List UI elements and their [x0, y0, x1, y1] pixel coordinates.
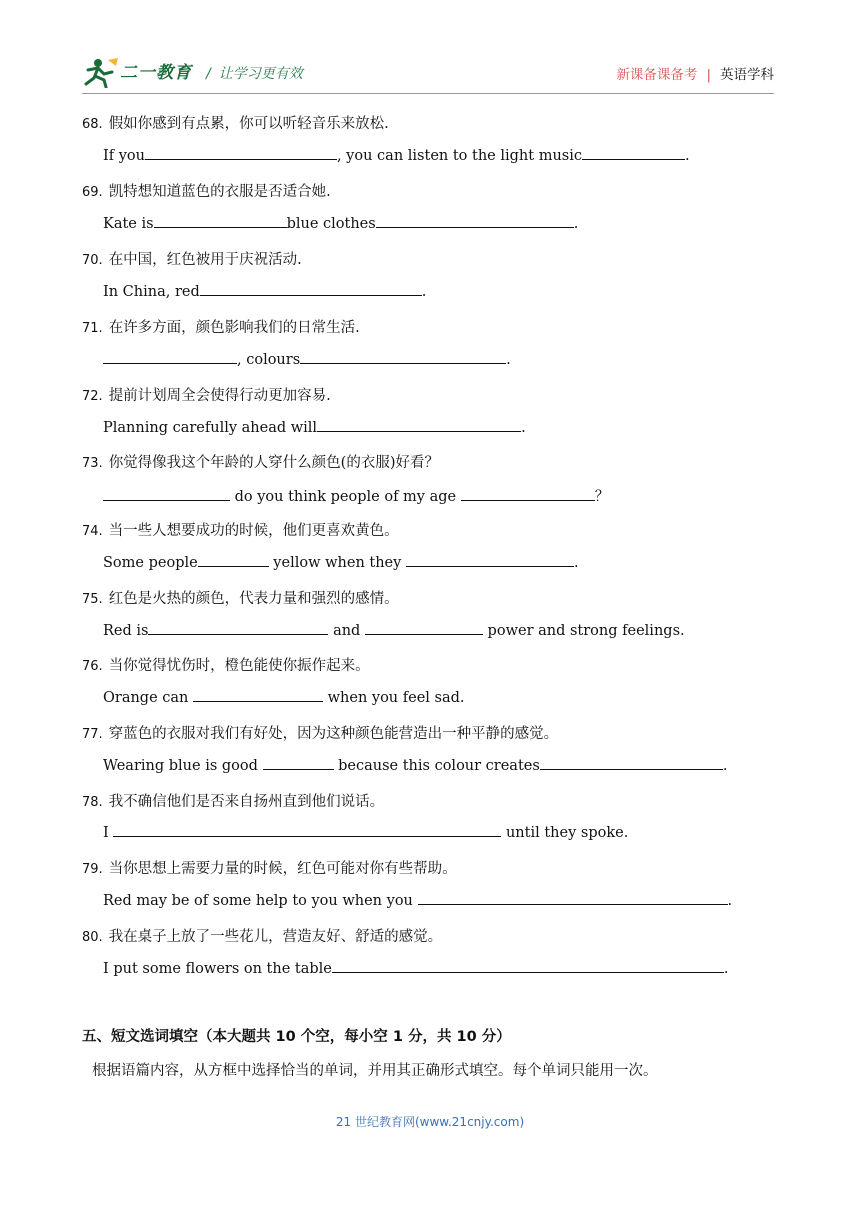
answer-blank[interactable]	[148, 621, 328, 635]
answer-text: yellow when they	[268, 555, 406, 571]
question-68	[82, 112, 389, 133]
answer-blank[interactable]	[103, 350, 237, 364]
answer-text: I	[103, 825, 114, 841]
answer-blank[interactable]	[103, 487, 230, 501]
answer-text: , colours	[237, 352, 301, 368]
question-number: 72.	[82, 389, 103, 404]
question-text: 在中国，红色被用于庆祝活动.	[108, 252, 302, 268]
answer-text: .	[573, 216, 579, 232]
question-73	[82, 451, 439, 472]
page-header	[82, 52, 774, 90]
question-text: 穿蓝色的衣服对我们有好处，因为这种颜色能营造出一种平静的感觉。	[108, 726, 559, 742]
answer-blank[interactable]	[263, 756, 334, 770]
question-74	[82, 519, 399, 540]
question-number: 69.	[82, 185, 103, 200]
answer-text: ？	[594, 489, 610, 505]
answer-line-77	[103, 756, 727, 774]
question-text: 在许多方面，颜色影响我们的日常生活.	[108, 320, 360, 336]
answer-line-76	[103, 688, 465, 706]
question-text: 红色是火热的颜色，代表力量和强烈的感情。	[108, 591, 399, 607]
question-text: 当你觉得忧伤时，橙色能使你振作起来。	[108, 658, 370, 674]
answer-text: .	[727, 893, 733, 909]
answer-text: Some people	[103, 555, 198, 571]
question-text: 假如你感到有点累，你可以听轻音乐来放松.	[108, 116, 389, 132]
answer-text: .	[506, 352, 511, 368]
answer-blank[interactable]	[540, 756, 723, 770]
answer-line-80	[103, 959, 729, 977]
question-text: 我不确信他们是否来自扬州直到他们说话。	[108, 794, 385, 810]
question-76	[82, 654, 370, 675]
question-79	[82, 857, 457, 878]
question-75	[82, 587, 399, 608]
answer-line-72	[103, 418, 526, 436]
answer-blank[interactable]	[154, 214, 287, 228]
answer-text: .	[723, 961, 729, 977]
answer-blank[interactable]	[461, 487, 595, 501]
answer-text: until they spoke.	[501, 825, 629, 841]
answer-text: Planning carefully ahead will	[103, 420, 318, 436]
answer-line-71	[103, 350, 511, 368]
question-text: 当你思想上需要力量的时候，红色可能对你有些帮助。	[108, 861, 457, 877]
answer-blank[interactable]	[418, 891, 728, 905]
answer-line-74	[103, 553, 579, 571]
answer-text: .	[722, 758, 728, 774]
answer-line-75	[103, 621, 685, 639]
question-69	[82, 180, 331, 201]
question-text: 凯特想知道蓝色的衣服是否适合她.	[108, 184, 331, 200]
answer-line-73	[103, 485, 609, 506]
answer-line-68	[103, 146, 690, 164]
question-text: 当一些人想要成功的时候，他们更喜欢黄色。	[108, 523, 399, 539]
section-title: 五、短文选词填空（本大题共 10 个空，每小空 1 分，共 10 分）	[82, 1029, 511, 1045]
header-divider	[82, 93, 774, 94]
answer-text: , you can listen to the light music	[336, 148, 582, 164]
question-78	[82, 790, 384, 811]
answer-text: If you	[103, 148, 145, 164]
answer-blank[interactable]	[113, 823, 501, 837]
question-number: 70.	[82, 253, 103, 268]
question-text: 我在桌子上放了一些花儿，营造友好、舒适的感觉。	[108, 929, 443, 945]
answer-text: when you feel sad.	[323, 690, 465, 706]
answer-line-69	[103, 214, 578, 232]
answer-text: .	[684, 148, 690, 164]
question-number: 79.	[82, 862, 103, 877]
answer-text: .	[521, 420, 526, 436]
answer-blank[interactable]	[300, 350, 506, 364]
header-subject: 英语学科	[720, 67, 774, 83]
answer-blank[interactable]	[145, 146, 337, 160]
answer-text: .	[573, 555, 579, 571]
answer-blank[interactable]	[193, 688, 323, 702]
answer-line-78	[103, 823, 628, 841]
section-description: 根据语篇内容，从方框中选择恰当的单词，并用其正确形式填空。每个单词只能用一次。	[92, 1063, 658, 1079]
answer-text: Red may be of some help to you when you	[103, 893, 418, 909]
answer-text: Red is	[103, 623, 149, 639]
question-number: 68.	[82, 117, 103, 132]
answer-text: Wearing blue is good	[103, 758, 263, 774]
question-70	[82, 248, 302, 269]
answer-text: blue clothes	[286, 216, 376, 232]
answer-blank[interactable]	[198, 553, 269, 567]
question-number: 71.	[82, 321, 103, 336]
question-72	[82, 384, 331, 405]
question-number: 75.	[82, 592, 103, 607]
answer-text: power and strong feelings.	[482, 623, 685, 639]
question-number: 80.	[82, 930, 103, 945]
answer-blank[interactable]	[200, 282, 422, 296]
question-number: 77.	[82, 727, 103, 742]
answer-blank[interactable]	[376, 214, 574, 228]
header-separator: |	[706, 67, 711, 83]
answer-text: .	[421, 284, 427, 300]
answer-text: do you think people of my age	[230, 489, 461, 505]
answer-blank[interactable]	[365, 621, 483, 635]
answer-blank[interactable]	[406, 553, 574, 567]
answer-text: In China, red	[103, 284, 200, 300]
header-right	[616, 63, 774, 83]
header-course-label: 新课备课备考	[616, 67, 698, 83]
answer-blank[interactable]	[332, 959, 724, 973]
answer-text: Orange can	[103, 690, 193, 706]
slogan-text: 让学习更有效	[218, 66, 303, 82]
question-77	[82, 722, 558, 743]
question-text: 提前计划周全会使得行动更加容易.	[108, 388, 331, 404]
page-footer[interactable]: 21 世纪教育网(www.21cnjy.com)	[335, 1115, 525, 1129]
answer-blank[interactable]	[582, 146, 685, 160]
logo-text: 二一教育	[120, 63, 192, 83]
question-number: 76.	[82, 659, 103, 674]
answer-blank[interactable]	[317, 418, 521, 432]
question-71	[82, 316, 360, 337]
answer-text: and	[328, 623, 365, 639]
question-number: 78.	[82, 795, 103, 810]
answer-text: I put some flowers on the table	[103, 961, 332, 977]
answer-text: Kate is	[103, 216, 154, 232]
question-number: 73.	[82, 456, 103, 471]
answer-line-70	[103, 282, 426, 300]
question-number: 74.	[82, 524, 103, 539]
question-80	[82, 925, 442, 946]
slogan: / 让学习更有效	[206, 66, 303, 82]
answer-text: because this colour creates	[333, 758, 540, 774]
answer-line-79	[103, 891, 732, 909]
question-text: 你觉得像我这个年龄的人穿什么颜色(的衣服)好看？	[108, 455, 439, 471]
